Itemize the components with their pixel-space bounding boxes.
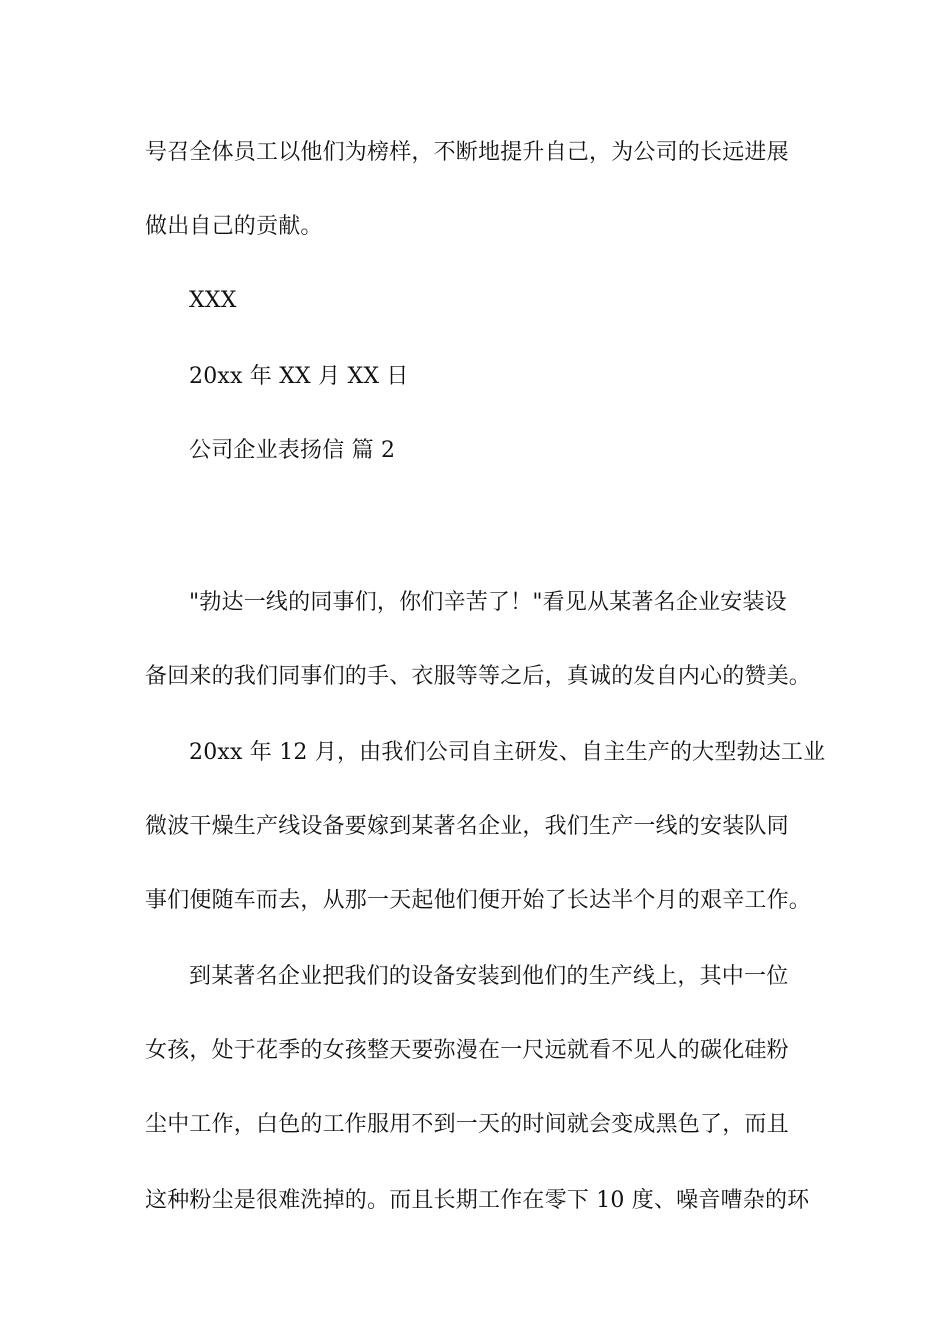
signature-name: XXX bbox=[189, 288, 237, 313]
paragraph-line: 这种粉尘是很难洗掉的。而且长期工作在零下 10 度、噪音嘈杂的环 bbox=[145, 1188, 810, 1213]
paragraph-line: 微波干燥生产线设备要嫁到某著名企业，我们生产一线的安装队同 bbox=[145, 814, 789, 839]
paragraph-line: 20xx 年 12 月，由我们公司自主研发、自主生产的大型勃达工业 bbox=[189, 740, 826, 765]
signature-date: 20xx 年 XX 月 XX 日 bbox=[189, 364, 409, 389]
paragraph-line: 到某著名企业把我们的设备安装到他们的生产线上，其中一位 bbox=[189, 964, 789, 989]
paragraph-line: 做出自己的贡献。 bbox=[145, 214, 323, 239]
paragraph-line: 事们便随车而去，从那一天起他们便开始了长达半个月的艰辛工作。 bbox=[145, 888, 812, 913]
section-heading: 公司企业表扬信 篇 2 bbox=[189, 438, 396, 463]
paragraph-line: "勃达一线的同事们，你们辛苦了！"看见从某著名企业安装设 bbox=[189, 590, 787, 615]
paragraph-line: 女孩，处于花季的女孩整天要弥漫在一尺远就看不见人的碳化硅粉 bbox=[145, 1038, 789, 1063]
paragraph-line: 备回来的我们同事们的手、衣服等等之后，真诚的发自内心的赞美。 bbox=[145, 664, 812, 689]
paragraph-line: 尘中工作，白色的工作服用不到一天的时间就会变成黑色了，而且 bbox=[145, 1112, 789, 1137]
paragraph-line: 号召全体员工以他们为榜样，不断地提升自己，为公司的长远进展 bbox=[145, 140, 789, 165]
